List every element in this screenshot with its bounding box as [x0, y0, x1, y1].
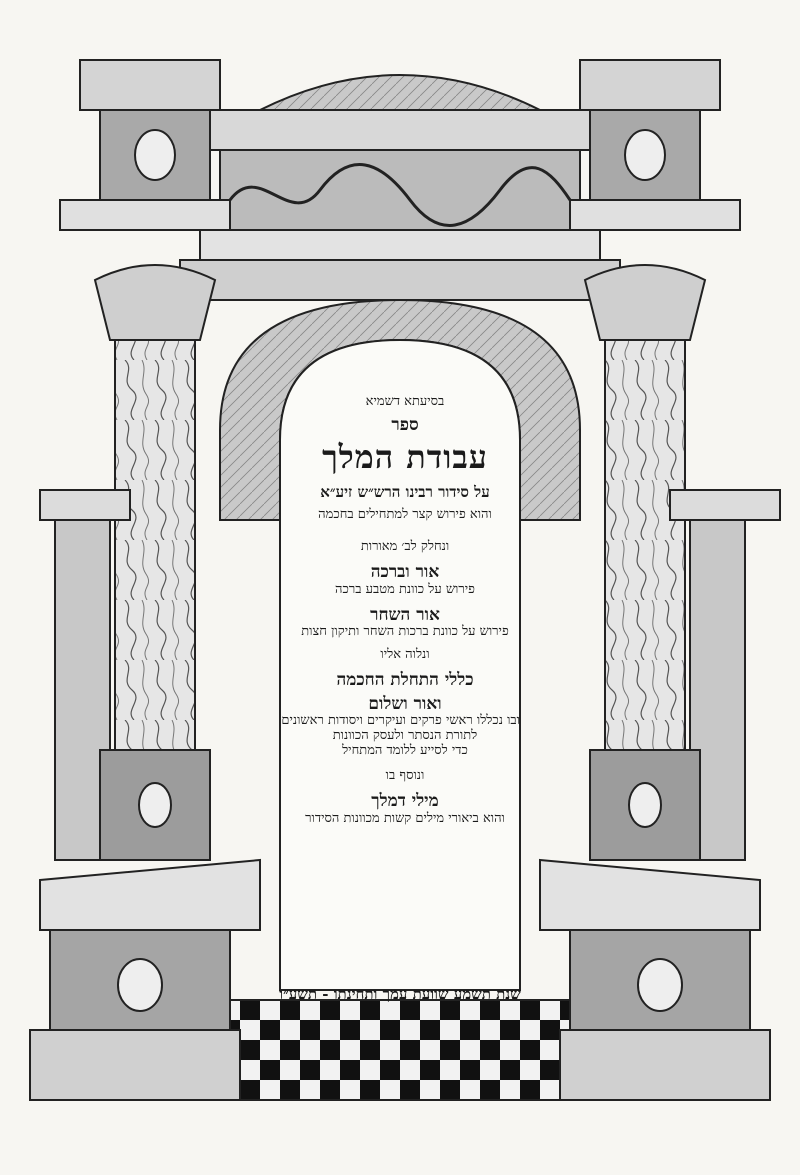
glossary-title: מילי דמלך	[371, 791, 439, 812]
invocation: בסיעתא דשמיא	[365, 394, 445, 409]
sefer-label: ספר	[391, 414, 419, 435]
checkered-floor	[190, 1000, 610, 1100]
publication-year-line: שנת תשמע שוועת עמך ותחינתו - תשע״ו	[279, 985, 521, 1003]
glossary-description: והוא ביאורי מילים קשות מכוונות הסידור	[305, 810, 505, 826]
book-title: עבודת המלך	[322, 438, 488, 477]
part2-description: פירוש על כוונת ברכות השחר ותיקון חצות	[301, 624, 509, 640]
attached-note: ונלוה אליו	[380, 647, 430, 663]
intro-title: כללי התחלת החכמה	[336, 670, 474, 691]
peace-description-2: לתורת הנסתר ולעסק הכוונות	[332, 728, 478, 744]
part1-description: פירוש על כוונת מטבע ברכה	[335, 581, 475, 597]
peace-title: ואור ושלום	[368, 693, 442, 714]
title-page-text	[281, 394, 520, 985]
part2-title: אור השחר	[370, 604, 440, 625]
subtitle-description: והוא פירוש קצר למתחילים בחכמה	[318, 506, 492, 522]
divided-note: ונחלק לב׳ מאורות	[360, 539, 450, 555]
top-pediment	[180, 75, 620, 300]
added-note: ונוסף בו	[385, 768, 425, 784]
peace-description-1: ובו נכללו ראשי פרקים ועיקרים ויסודות ראשונים	[281, 713, 520, 729]
peace-description-3: כדי לסייע ללומד המתחיל	[342, 743, 468, 759]
left-column	[30, 60, 260, 1100]
subtitle: על סידור רבינו הרש״ש זיע״א	[320, 483, 490, 502]
part1-title: אור וברכה	[370, 562, 440, 583]
right-column	[540, 60, 780, 1100]
